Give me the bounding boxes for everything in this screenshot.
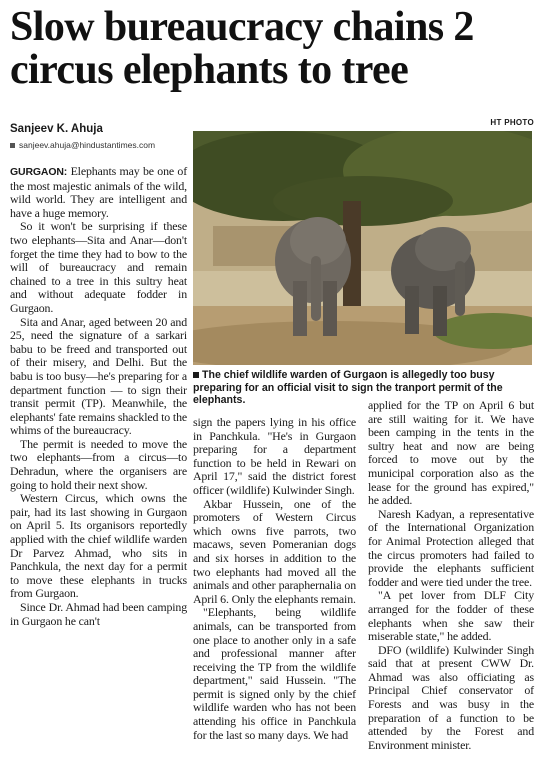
article-paragraph: Naresh Kadyan, a representative of the International Organization for Animal Protection alleged that the circus promoters had failed to provide the elephants sufficient fodder and were tied under the tree. <box>368 506 534 589</box>
dateline: GURGAON: <box>10 166 68 178</box>
elephants-photo-illustration <box>193 131 532 365</box>
email-text: sanjeev.ahuja@hindustantimes.com <box>19 140 156 150</box>
photo-credit: HT PHOTO <box>490 118 534 127</box>
byline: Sanjeev K. Ahuja <box>10 123 103 135</box>
headline: Slow bureaucracy chains 2 circus elephants to tree <box>10 4 474 93</box>
article-paragraph: "A pet lover from DLF City arranged for the fodder of these elephants when she saw their miserable state," he added. <box>368 588 534 644</box>
article-paragraph: "Elephants, being wildlife animals, can be transported from one place to another only in a safe and professional manner after receiving the TP from the wildlife department," said Hussein. "The permit is signed only by the chief wildlife warden who has not been attending his office in Panchkula for the last so many days. We had <box>193 605 356 742</box>
article-column-1 <box>10 165 187 628</box>
article-paragraph: The permit is needed to move the two elephants—from a circus—to Dehradun, where the organisers are going to hold their next show. <box>10 436 187 492</box>
paragraph-text: Elephants may be one of the most majestic animals of the wild, wild world. They are intelligent and have a huge memory. <box>10 164 187 220</box>
elephants-photo <box>193 131 532 365</box>
bullet-square-icon <box>10 143 15 148</box>
bullet-square-icon <box>193 372 199 378</box>
article-paragraph: Western Circus, which owns the pair, had its last showing in Gurgaon on April 5. Its organisors reportedly applied with the chief wildlife warden Dr Parvez Ahmad, who sits in Panchkula, the next day for a permit to move these elephants in trucks from Gurgaon. <box>10 491 187 601</box>
article-paragraph: Since Dr. Ahmad had been camping in Gurgaon he can't <box>10 600 187 628</box>
article-paragraph: applied for the TP on April 6 but are still waiting for it. We have been camping in the tents in the sultry heat and now are being forced to move out by the municipal corporation also as the lease for the ground has expired," he added. <box>368 398 534 508</box>
article-paragraph: So it won't be surprising if these two elephants—Sita and Anar—don't forget the time they had to bow to the will of bureaucracy and remain chained to a tree in this sultry heat and without adequate fodder in Gurgaon. <box>10 219 187 315</box>
article-paragraph <box>10 165 187 220</box>
caption-text: The chief wildlife warden of Gurgaon is allegedly too busy preparing for an official visit to sign the tranport permit of the elephants. <box>193 369 503 406</box>
article-paragraph: Sita and Anar, aged between 20 and 25, need the signature of a sarkari babu to be freed and transported out of their misery, and Delhi. But the babu is too busy—he's preparing for a department function — to sign their transit permit (TP). Meanwhile, the elephants' fate remains shackled to the whims of the bureaucracy. <box>10 314 187 438</box>
author-email <box>10 140 155 150</box>
article-paragraph: Akbar Hussein, one of the promoters of Western Circus which owns five parrots, two macaws, seven Pomeranian dogs and six horses in addition to the two elephants had moved all the animals and other paraphernalia on April 6. Only the elephants remain. <box>193 496 356 606</box>
article-column-2 <box>193 416 356 742</box>
article-paragraph: DFO (wildlife) Kulwinder Singh said that at present CWW Dr. Ahmad was also officiating as Principal Chief conservator of Forests and was busy in the preparation of a function to be attended by the Forest and Environment minister. <box>368 642 534 752</box>
article-column-3 <box>368 399 534 752</box>
article-paragraph: sign the papers lying in his office in Panchkula. "He's in Gurgaon preparing for a department function to be held in Rewari on April 17," said the district forest officer (wildlife) Kulwinder Singh. <box>193 415 356 497</box>
